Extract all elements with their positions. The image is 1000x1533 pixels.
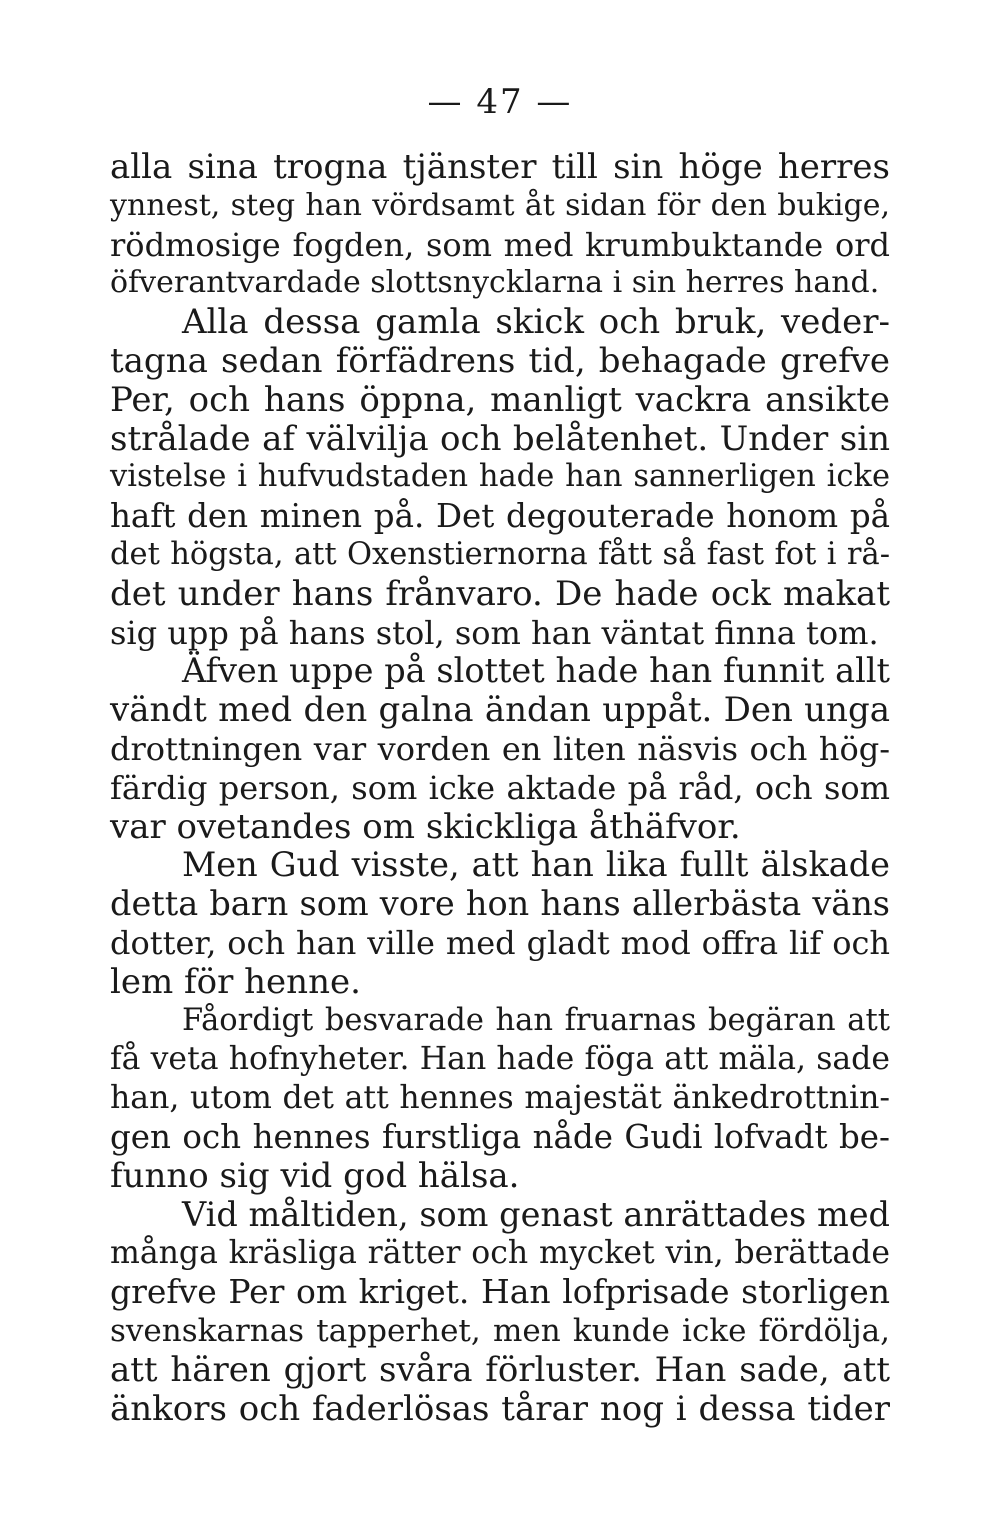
- text-line: öfverantvardade slottsnycklarna i sin herres hand.: [110, 265, 880, 301]
- text-line: att hären gjort svåra förluster. Han sade, att: [110, 1349, 890, 1390]
- text-line: detta barn som vore hon hans allerbästa väns: [110, 884, 890, 924]
- paragraph-start-line: Äfven uppe på slottet hade han funnit allt: [182, 651, 890, 691]
- body-text: [110, 148, 890, 1428]
- paragraph-start-line: Vid måltiden, som genast anrättades med: [182, 1194, 890, 1234]
- text-line: sig upp på hans stol, som han väntat finna tom.: [110, 613, 879, 652]
- page-number: — 47 —: [427, 82, 573, 122]
- text-line: han, utom det att hennes majestät änkedrottnin-: [110, 1080, 890, 1117]
- text-line: strålade af välvilja och belåtenhet. Under sin: [110, 418, 890, 459]
- text-line: lem för henne.: [110, 961, 361, 1002]
- text-line: vistelse i hufvudstaden hade han sannerligen icke: [110, 459, 890, 495]
- text-line: vändt med den galna ändan uppåt. Den unga: [110, 690, 890, 731]
- text-line: funno sig vid god hälsa.: [110, 1155, 520, 1196]
- text-line: det under hans frånvaro. De hade ock makat: [110, 573, 890, 614]
- text-line: få veta hofnyheter. Han hade föga att mäla, sade: [110, 1041, 890, 1078]
- text-line: gen och hennes furstliga nåde Gudi lofvadt be-: [110, 1117, 890, 1156]
- text-line: drottningen var vorden en liten näsvis och hög-: [110, 729, 890, 768]
- paragraph-start-line: Alla dessa gamla skick och bruk, veder-: [182, 302, 890, 343]
- text-line: var ovetandes om skickliga åthäfvor.: [110, 806, 741, 847]
- text-line: grefve Per om kriget. Han lofprisade storligen: [110, 1272, 890, 1312]
- text-line: Per, och hans öppna, manligt vackra ansikte: [110, 379, 890, 420]
- text-line: tagna sedan förfädrens tid, behagade grefve: [110, 340, 890, 381]
- text-line: dotter, och han ville med gladt mod offra lif och: [110, 923, 890, 962]
- text-line: det högsta, att Oxenstiernorna fått så fast fot i rå-: [110, 536, 890, 572]
- text-line: svenskarnas tapperhet, men kunde icke fördölja,: [110, 1312, 890, 1349]
- text-line: många kräsliga rätter och mycket vin, berättade: [110, 1235, 890, 1272]
- text-line: rödmosige fogden, som med krumbuktande ord: [110, 225, 890, 264]
- text-line: alla sina trogna tjänster till sin höge herres: [110, 147, 890, 187]
- text-line: färdig person, som icke aktade på råd, och som: [110, 768, 890, 807]
- text-line: ynnest, steg han vördsamt åt sidan för den bukige,: [110, 187, 890, 223]
- paragraph-start-line: Fåordigt besvarade han fruarnas begäran att: [182, 1002, 890, 1038]
- paragraph-start-line: Men Gud visste, att han lika fullt älskade: [182, 845, 890, 885]
- text-line: änkors och faderlösas tårar nog i dessa tider: [110, 1388, 890, 1429]
- text-line: haft den minen på. Det degouterade honom på: [110, 497, 890, 536]
